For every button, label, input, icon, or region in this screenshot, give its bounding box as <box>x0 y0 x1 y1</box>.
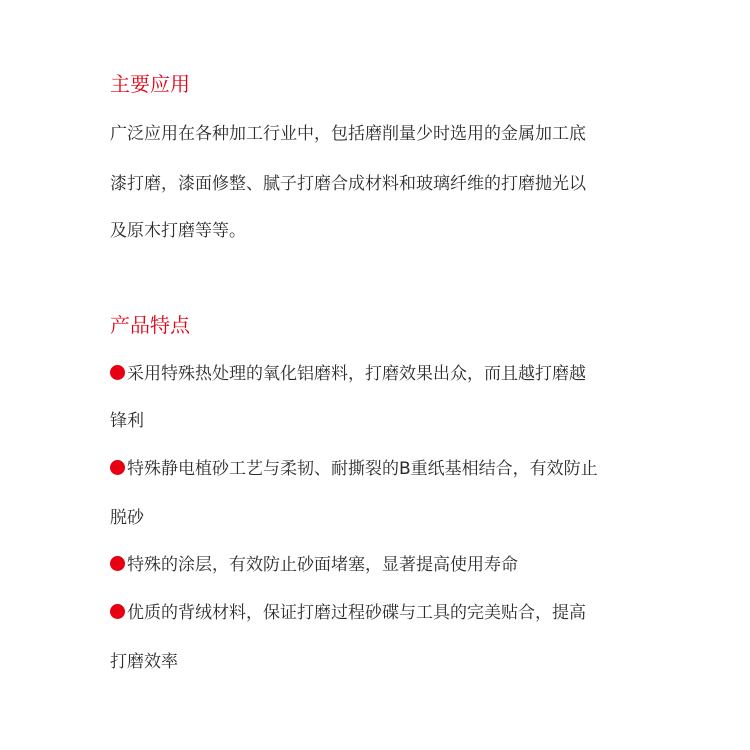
applications-line: 漆打磨，漆面修整、腻子打磨合成材料和玻璃纤维的打磨抛光以 <box>110 174 586 194</box>
feature-item-2-line-2: 脱砂 <box>110 508 144 528</box>
bullet-dot-icon <box>110 365 125 380</box>
feature-text: 特殊的涂层，有效防止砂面堵塞，显著提高使用寿命 <box>127 555 518 575</box>
feature-text: 采用特殊热处理的氧化铝磨料，打磨效果出众，而且越打磨越 <box>127 364 586 384</box>
applications-title: 主要应用 <box>110 72 190 96</box>
feature-item-4-line-1 <box>110 601 586 625</box>
feature-text: 优质的背绒材料，保证打磨过程砂碟与工具的完美贴合，提高 <box>127 603 586 623</box>
bullet-dot-icon <box>110 556 125 571</box>
feature-item-2-line-1 <box>110 457 598 481</box>
bullet-dot-icon <box>110 460 125 475</box>
feature-item-4-line-2: 打磨效率 <box>110 652 178 672</box>
bullet-dot-icon <box>110 604 125 619</box>
applications-line: 及原木打磨等等。 <box>110 221 246 241</box>
feature-item-3-line-1 <box>110 553 518 577</box>
features-title: 产品特点 <box>110 313 190 337</box>
feature-item-1-line-1 <box>110 362 586 386</box>
applications-line: 广泛应用在各种加工行业中，包括磨削量少时选用的金属加工底 <box>110 124 586 144</box>
feature-item-1-line-2: 锋利 <box>110 411 144 431</box>
feature-text: 特殊静电植砂工艺与柔韧、耐撕裂的B重纸基相结合，有效防止 <box>127 459 598 479</box>
